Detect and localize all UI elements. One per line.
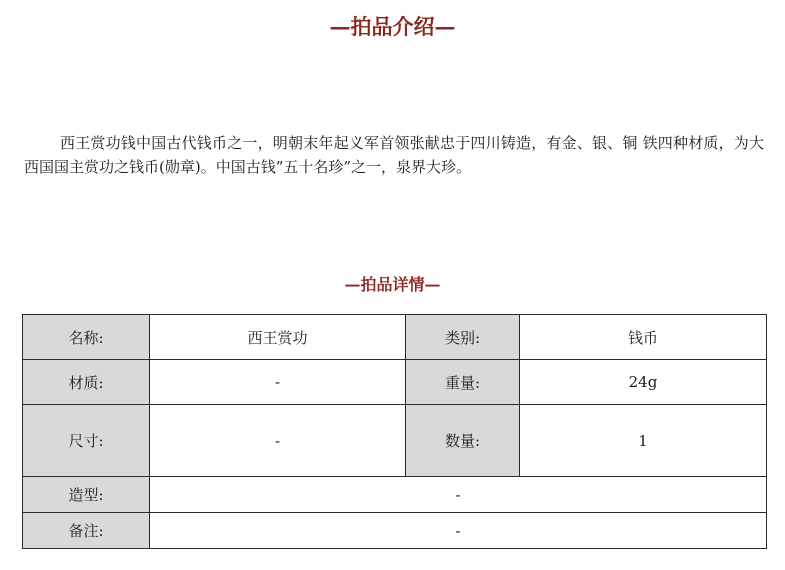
quantity-label: 数量: [406, 405, 520, 477]
details-title: —拍品详情— [344, 275, 441, 294]
details-table [22, 314, 767, 549]
page-title: —拍品介绍— [329, 14, 456, 39]
table-row [23, 405, 767, 477]
remark-value: - [150, 513, 767, 549]
category-value: 钱币 [520, 315, 767, 360]
shape-value: - [150, 477, 767, 513]
name-label: 名称: [23, 315, 150, 360]
material-label: 材质: [23, 360, 150, 405]
material-value: - [150, 360, 406, 405]
table-row [23, 315, 767, 360]
name-value: 西王赏功 [150, 315, 406, 360]
weight-label: 重量: [406, 360, 520, 405]
remark-label: 备注: [23, 513, 150, 549]
quantity-value: 1 [520, 405, 767, 477]
shape-label: 造型: [23, 477, 150, 513]
table-row [23, 513, 767, 549]
size-label: 尺寸: [23, 405, 150, 477]
table-row [23, 477, 767, 513]
weight-value: 24g [520, 360, 767, 405]
intro-paragraph: 西王赏功钱中国古代钱币之一，明朝末年起义军首领张献忠于四川铸造，有金、银、铜 铁四种材质，为大西国国主赏功之钱币(勋章)。中国古钱”五十名珍”之一，泉界大珍。 [24, 134, 764, 176]
table-row [23, 360, 767, 405]
category-label: 类别: [406, 315, 520, 360]
size-value: - [150, 405, 406, 477]
